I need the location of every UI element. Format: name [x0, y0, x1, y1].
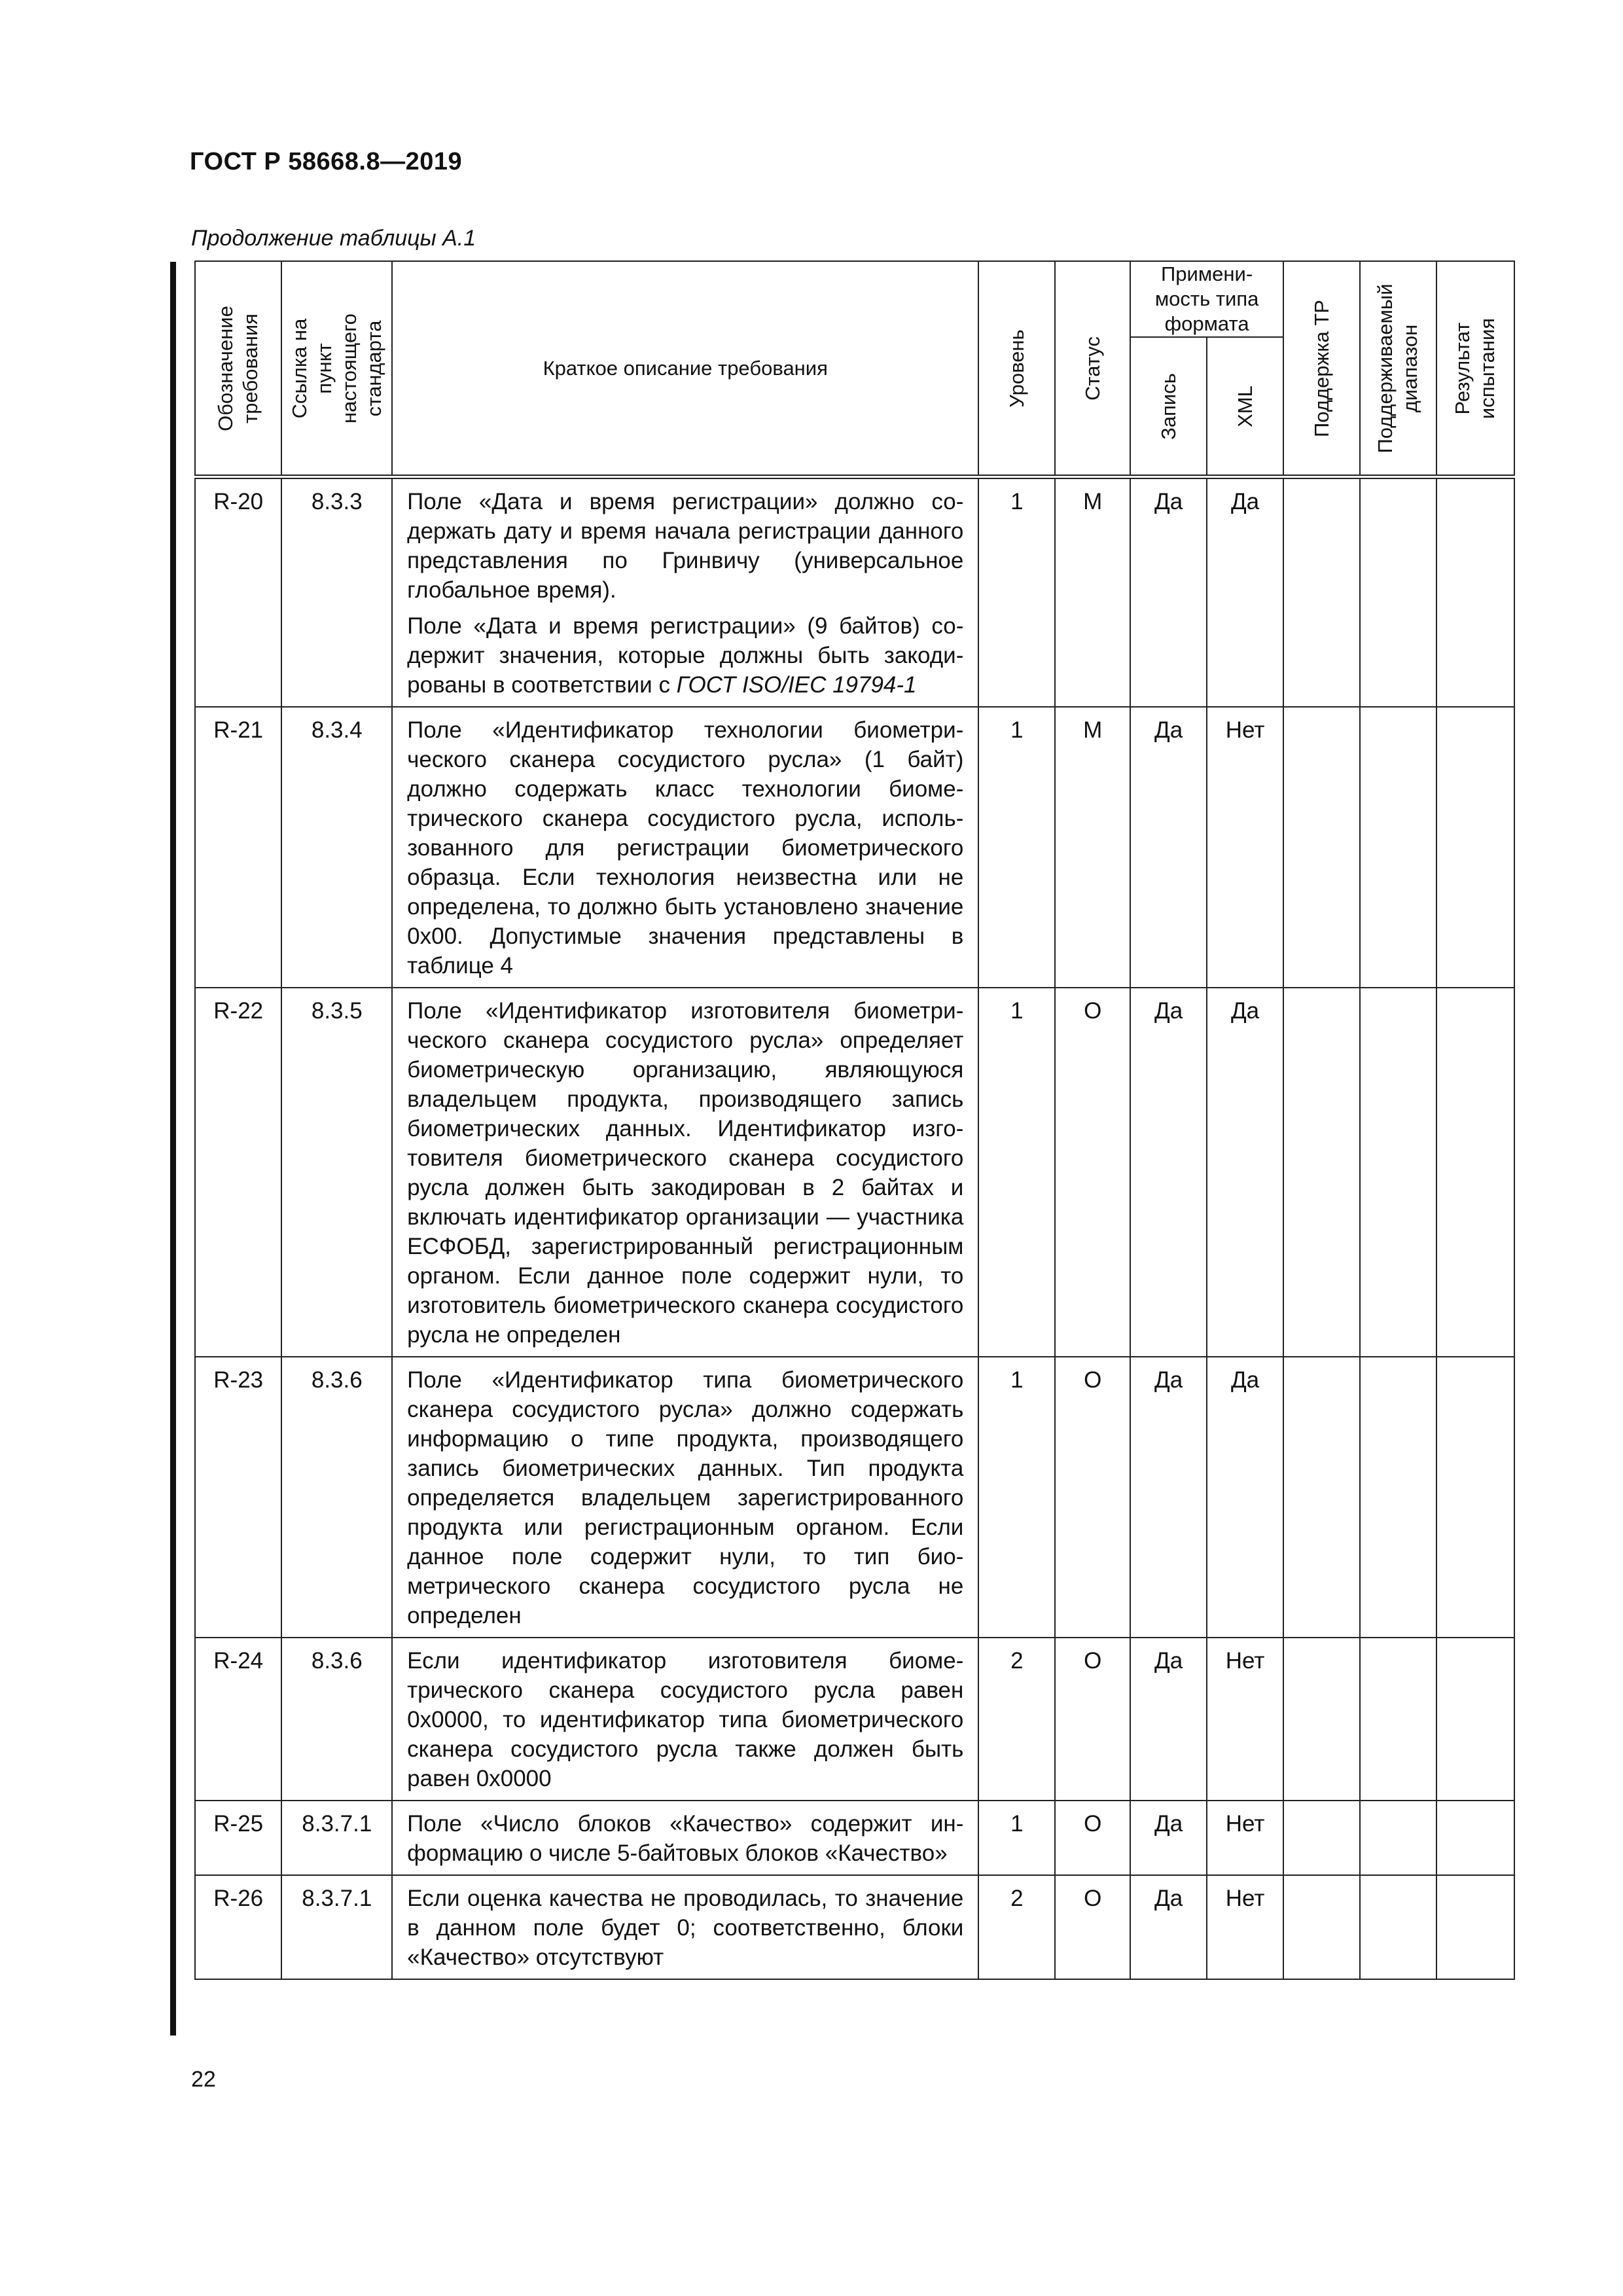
cell-result	[1436, 1801, 1514, 1875]
header-id-label: Обозначение требования	[214, 305, 262, 431]
header-result-label: Результат испытания	[1451, 317, 1499, 419]
document-title: ГОСТ Р 58668.8—2019	[190, 148, 463, 175]
cell-description: Если идентификатор изготовителя биометрического сканера сосудистого русла равен 0x0000, то идентификатор типа биометрического сканера сосудистого русла также должен быть равен 0x0000	[392, 1638, 978, 1801]
cell-status: О	[1055, 1801, 1130, 1875]
table-row	[195, 1875, 1514, 1979]
cell-description: Поле «Идентификатор типа биометрического сканера сосудистого русла» должно содержать информацию о типе продукта, производящего запись биометрических данных. Тип продукта определяется владельцем зарегистрированного продукта или регистрационным органом. Если данное поле содержит нули, то тип биометрического сканера сосудистого русла не определен	[392, 1357, 978, 1638]
cell-description: Если оценка качества не проводилась, то значение в данном поле будет 0; соответственно, блоки «Качество» отсутствуют	[392, 1875, 978, 1979]
cell-status: М	[1055, 477, 1130, 708]
header-ref-label: Ссылка на пункт настоящего стандарта	[287, 313, 385, 423]
cell-status: О	[1055, 1357, 1130, 1638]
cell-tr-support	[1283, 1801, 1360, 1875]
cell-ref: 8.3.7.1	[281, 1875, 392, 1979]
cell-range	[1360, 707, 1436, 988]
cell-status: О	[1055, 1638, 1130, 1801]
cell-status: О	[1055, 988, 1130, 1357]
cell-record: Да	[1130, 1638, 1207, 1801]
cell-xml: Нет	[1207, 1801, 1283, 1875]
header-level-label: Уровень	[1005, 329, 1028, 408]
description-paragraph	[407, 611, 963, 700]
cell-ref: 8.3.6	[281, 1357, 392, 1638]
cell-level: 1	[978, 707, 1055, 988]
header-result	[1436, 261, 1514, 477]
cell-description: Поле «Число блоков «Качество» содержит информацию о числе 5-байтовых блоков «Качество»	[392, 1801, 978, 1875]
header-range-label: Поддерживаемый диапазон	[1374, 283, 1422, 454]
cell-result	[1436, 707, 1514, 988]
revision-bar	[170, 262, 176, 2036]
header-description: Краткое описание требования	[392, 261, 978, 477]
cell-record: Да	[1130, 477, 1207, 708]
cell-range	[1360, 1638, 1436, 1801]
table-row	[195, 1638, 1514, 1801]
page-number: 22	[191, 2067, 216, 2092]
cell-level: 1	[978, 988, 1055, 1357]
cell-tr-support	[1283, 707, 1360, 988]
table-row	[195, 1801, 1514, 1875]
header-tr-support-label: Поддержка ТР	[1310, 299, 1333, 437]
cell-range	[1360, 988, 1436, 1357]
cell-result	[1436, 477, 1514, 708]
header-status	[1055, 261, 1130, 477]
cell-level: 1	[978, 1357, 1055, 1638]
cell-record: Да	[1130, 1875, 1207, 1979]
cell-tr-support	[1283, 1875, 1360, 1979]
cell-level: 2	[978, 1638, 1055, 1801]
header-status-label: Статус	[1080, 336, 1104, 401]
cell-id: R-22	[195, 988, 281, 1357]
cell-ref: 8.3.5	[281, 988, 392, 1357]
header-ref	[281, 261, 392, 477]
cell-id: R-24	[195, 1638, 281, 1801]
header-id	[195, 261, 281, 477]
cell-status: М	[1055, 707, 1130, 988]
table-row	[195, 988, 1514, 1357]
header-tr-support	[1283, 261, 1360, 477]
cell-result	[1436, 1638, 1514, 1801]
header-record-label: Запись	[1156, 372, 1180, 440]
requirements-table	[194, 260, 1515, 1980]
cell-id: R-21	[195, 707, 281, 988]
table-body	[195, 477, 1514, 1980]
table-caption: Продолжение таблицы А.1	[191, 226, 476, 251]
cell-ref: 8.3.6	[281, 1638, 392, 1801]
cell-result	[1436, 988, 1514, 1357]
cell-xml: Да	[1207, 988, 1283, 1357]
cell-record: Да	[1130, 707, 1207, 988]
cell-tr-support	[1283, 477, 1360, 708]
cell-level: 2	[978, 1875, 1055, 1979]
cell-record: Да	[1130, 988, 1207, 1357]
standard-reference: ГОСТ ISO/IEC 19794-1	[676, 672, 917, 698]
cell-result	[1436, 1875, 1514, 1979]
cell-xml: Нет	[1207, 707, 1283, 988]
cell-range	[1360, 1357, 1436, 1638]
cell-ref: 8.3.4	[281, 707, 392, 988]
description-paragraph: Поле «Дата и время регистрации» должно содержать дату и время начала регистрации данного представления по Гринвичу (универсальное глобальное время).	[407, 489, 964, 603]
header-applicability: Примени- мость типа формата	[1130, 261, 1283, 337]
table-row	[195, 707, 1514, 988]
cell-xml: Да	[1207, 1357, 1283, 1638]
cell-result	[1436, 1357, 1514, 1638]
cell-tr-support	[1283, 1638, 1360, 1801]
table-header	[195, 261, 1514, 477]
table-row	[195, 1357, 1514, 1638]
header-xml-label: XML	[1233, 385, 1257, 427]
cell-record: Да	[1130, 1801, 1207, 1875]
cell-id: R-23	[195, 1357, 281, 1638]
cell-level: 1	[978, 1801, 1055, 1875]
table-row	[195, 477, 1514, 708]
cell-id: R-20	[195, 477, 281, 708]
cell-ref: 8.3.3	[281, 477, 392, 708]
description-text: Поле «Дата и время регистрации» (9 байтов) содержит значения, которые должны быть закодированы в соответствии с	[407, 613, 964, 698]
header-xml	[1207, 337, 1283, 477]
cell-range	[1360, 1801, 1436, 1875]
cell-description: Поле «Идентификатор изготовителя биометрического сканера сосудистого русла» определяет биометрическую организацию, являющуюся владельцем продукта, производящего запись биометрических данных. Идентификатор изготовителя биометрического сканера сосудистого русла должен быть закодирован в 2 байтах и включать идентификатор организации — участника ЕСФОБД, зарегистрированный регистрационным органом. Если данное поле содержит нули, то изготовитель биометрического сканера сосудистого русла не определен	[392, 988, 978, 1357]
cell-xml: Нет	[1207, 1638, 1283, 1801]
header-level	[978, 261, 1055, 477]
cell-status: О	[1055, 1875, 1130, 1979]
header-record	[1130, 337, 1207, 477]
cell-tr-support	[1283, 988, 1360, 1357]
cell-ref: 8.3.7.1	[281, 1801, 392, 1875]
cell-id: R-26	[195, 1875, 281, 1979]
cell-range	[1360, 477, 1436, 708]
cell-tr-support	[1283, 1357, 1360, 1638]
cell-xml: Да	[1207, 477, 1283, 708]
cell-description: Поле «Идентификатор технологии биометрического сканера сосудистого русла» (1 байт) должно содержать класс технологии биометрического сканера сосудистого русла, использованного для регистрации биометрического образца. Если технология неизвестна или не определена, то должно быть установлено значение 0x00. Допустимые значения представлены в таблице 4	[392, 707, 978, 988]
cell-description	[392, 477, 978, 708]
cell-record: Да	[1130, 1357, 1207, 1638]
cell-level: 1	[978, 477, 1055, 708]
cell-range	[1360, 1875, 1436, 1979]
cell-id: R-25	[195, 1801, 281, 1875]
header-range	[1360, 261, 1436, 477]
cell-xml: Нет	[1207, 1875, 1283, 1979]
